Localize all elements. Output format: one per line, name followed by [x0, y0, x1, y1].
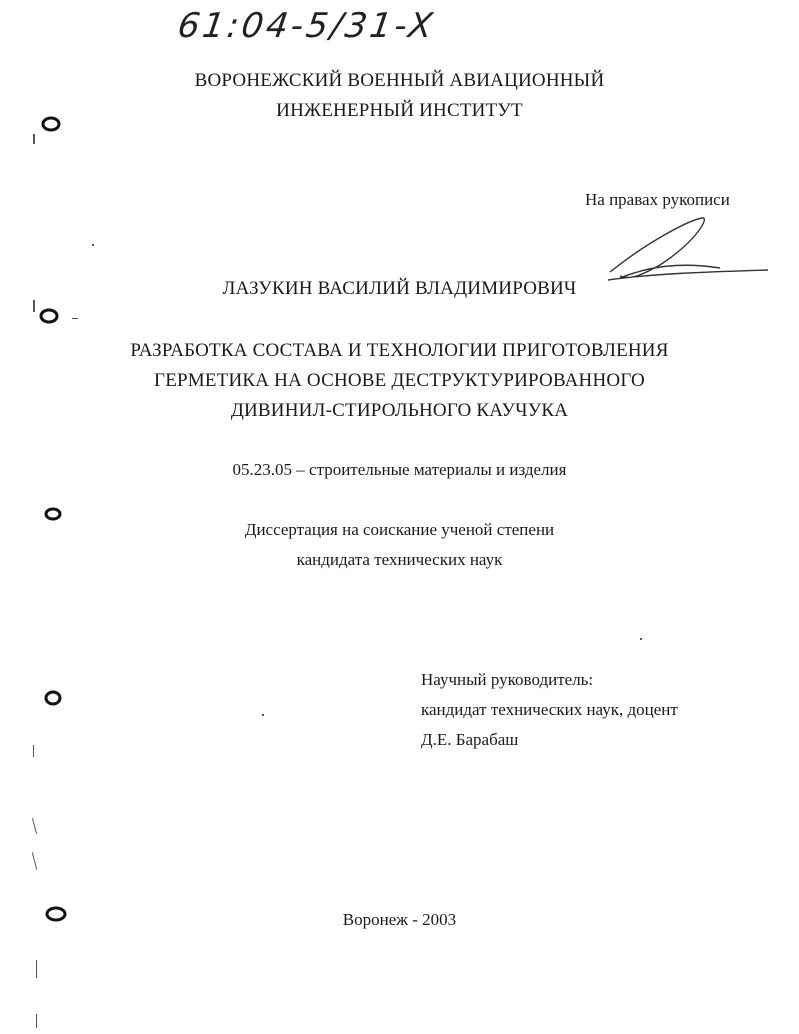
scan-speck: [33, 134, 35, 144]
title-line2: ГЕРМЕТИКА НА ОСНОВЕ ДЕСТРУКТУРИРОВАННОГО: [154, 370, 645, 391]
degree-line1: Диссертация на соискание ученой степени: [244, 520, 555, 539]
archive-code: 61:04-5/31-X: [175, 6, 438, 46]
supervisor-name: Д.Е. Барабаш: [421, 730, 519, 749]
author-name: ЛАЗУКИН ВАСИЛИЙ ВЛАДИМИРОВИЧ: [222, 278, 577, 299]
scan-speck: [33, 745, 34, 757]
supervisor-label: Научный руководитель:: [421, 670, 594, 689]
scan-speck: [262, 714, 264, 716]
title-line3: ДИВИНИЛ-СТИРОЛЬНОГО КАУЧУКА: [230, 400, 569, 421]
title-line1: РАЗРАБОТКА СОСТАВА И ТЕХНОЛОГИИ ПРИГОТОВЛЕНИЯ: [130, 340, 669, 361]
scan-speck: [36, 960, 37, 978]
institution-line2: ИНЖЕНЕРНЫЙ ИНСТИТУТ: [276, 100, 523, 121]
degree-line2: кандидата технических наук: [296, 550, 503, 569]
binding-hole-icon: [42, 688, 64, 708]
institution-line1: ВОРОНЕЖСКИЙ ВОЕННЫЙ АВИАЦИОННЫЙ: [194, 70, 605, 91]
scan-speck: [33, 300, 35, 312]
scan-speck: [32, 818, 37, 834]
scan-speck: [640, 638, 642, 640]
binding-hole-icon: [42, 505, 64, 523]
binding-hole-icon: [38, 306, 60, 326]
scan-speck: [36, 1014, 37, 1028]
binding-hole-icon: [40, 114, 62, 134]
rights-note: На правах рукописи: [585, 190, 730, 209]
scan-speck: [32, 852, 38, 870]
specialty-code: 05.23.05 – строительные материалы и изделия: [232, 460, 567, 479]
scan-speck: [72, 318, 78, 319]
city-year: Воронеж - 2003: [342, 910, 457, 929]
scan-speck: [92, 244, 94, 246]
supervisor-rank: кандидат технических наук, доцент: [421, 700, 678, 719]
binding-hole-icon: [44, 904, 68, 924]
